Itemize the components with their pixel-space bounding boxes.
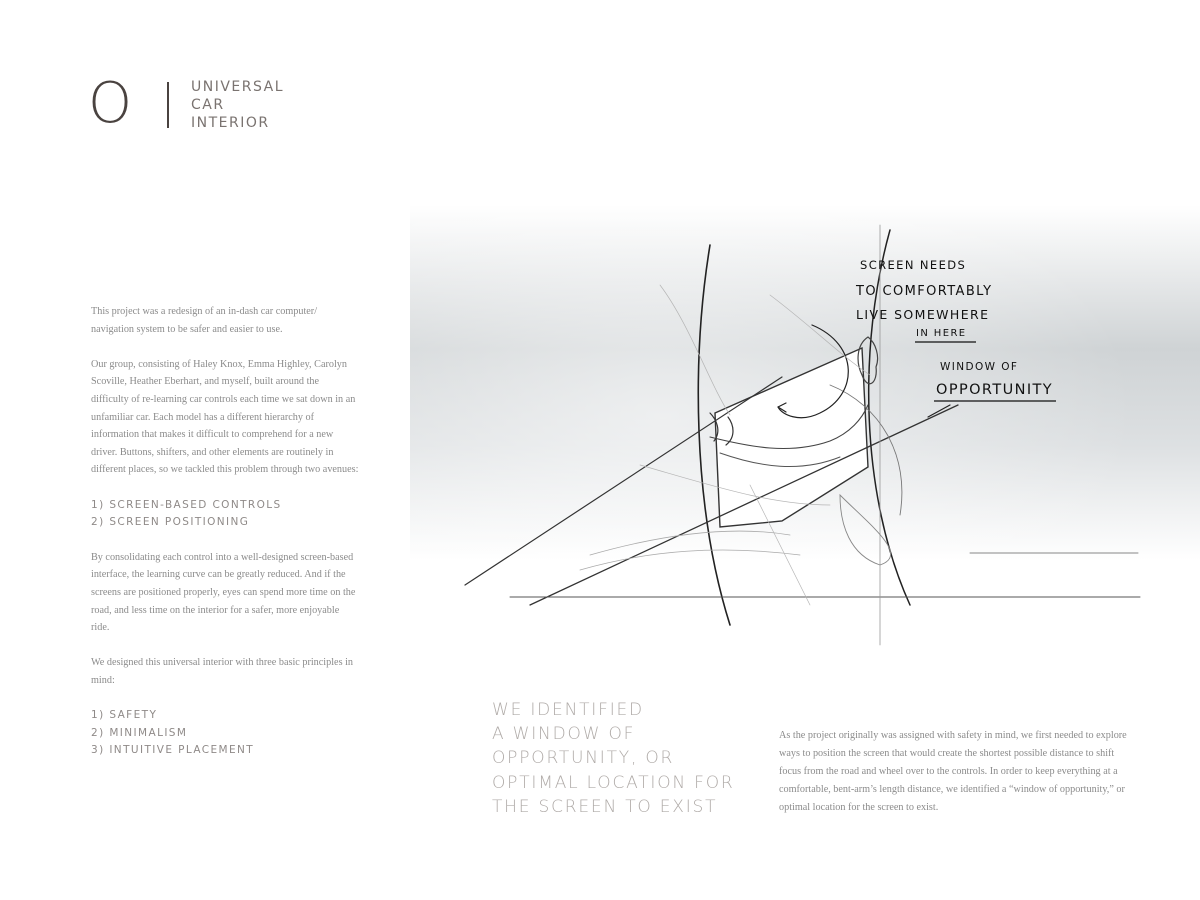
consolidating-paragraph: By consolidating each control into a well-designed screen-based interface, the learning curve can be greatly reduced. And if the screens are positioned properly, eyes can spend more time on the road, and less time on the interior for a safer, more enjoyable ride. [91, 551, 356, 634]
group-paragraph: Our group, consisting of Haley Knox, Emma Highley, Carolyn Scoville, Heather Eberhart, and myself, built around the difficulty of re-learning car controls each time we sat down in an unfamiliar car. Each model has a different hierarchy of information that makes it difficult to comprehend for a new driver. Buttons, shifters, and other elements are routinely in different places, so we tackled this problem through two avenues: [91, 358, 359, 476]
headline-line: THE SCREEN TO EXIST [492, 796, 718, 817]
annotation-line-4: IN HERE [916, 328, 967, 339]
section-title [191, 78, 284, 132]
headline-line: OPPORTUNITY, OR [492, 748, 675, 769]
intro-paragraph: This project was a redesign of an in-dash car computer/ navigation system to be safer and easier to use. [91, 306, 318, 335]
principle-item: 3) INTUITIVE PLACEMENT [91, 744, 255, 757]
avenues-list [91, 497, 359, 532]
window-of-opportunity-sketch [410, 205, 1200, 685]
headline [492, 698, 772, 819]
right-body-paragraph: As the project originally was assigned with safety in mind, we first needed to explore ways to position the screen that would create the shortest possible distance to shift focus from the road and wheel over to the controls. In order to keep everything at a comfortable, bent-arm’s length distance, we identified a “window of opportunity,” or optimal location for the screen to exist. [779, 730, 1127, 813]
header-divider [167, 82, 169, 128]
annotation-line-2: TO COMFORTABLY [856, 284, 993, 299]
right-body-text [779, 727, 1129, 817]
annotation-line-3: LIVE SOMEWHERE [856, 307, 990, 322]
avenue-item: 2) SCREEN POSITIONING [91, 516, 250, 529]
section-title-line-1: UNIVERSAL [191, 79, 285, 95]
headline-line: WE IDENTIFIED [492, 700, 644, 720]
headline-line: A WINDOW OF [492, 724, 636, 745]
section-number: O [88, 71, 135, 136]
annotation-line-1: SCREEN NEEDS [860, 258, 967, 272]
headline-line: OPTIMAL LOCATION FOR [492, 772, 735, 793]
section-title-line-3: INTERIOR [191, 115, 270, 131]
left-column [91, 303, 359, 777]
principle-item: 1) SAFETY [91, 709, 158, 722]
window-label-line-2: OPPORTUNITY [936, 382, 1054, 398]
window-label-line-1: WINDOW OF [940, 361, 1019, 373]
principles-list [91, 707, 359, 760]
section-title-line-2: CAR [191, 97, 225, 113]
avenue-item: 1) SCREEN-BASED CONTROLS [91, 498, 282, 511]
principle-item: 2) MINIMALISM [91, 726, 188, 739]
principles-intro: We designed this universal interior with three basic principles in mind: [91, 657, 354, 686]
